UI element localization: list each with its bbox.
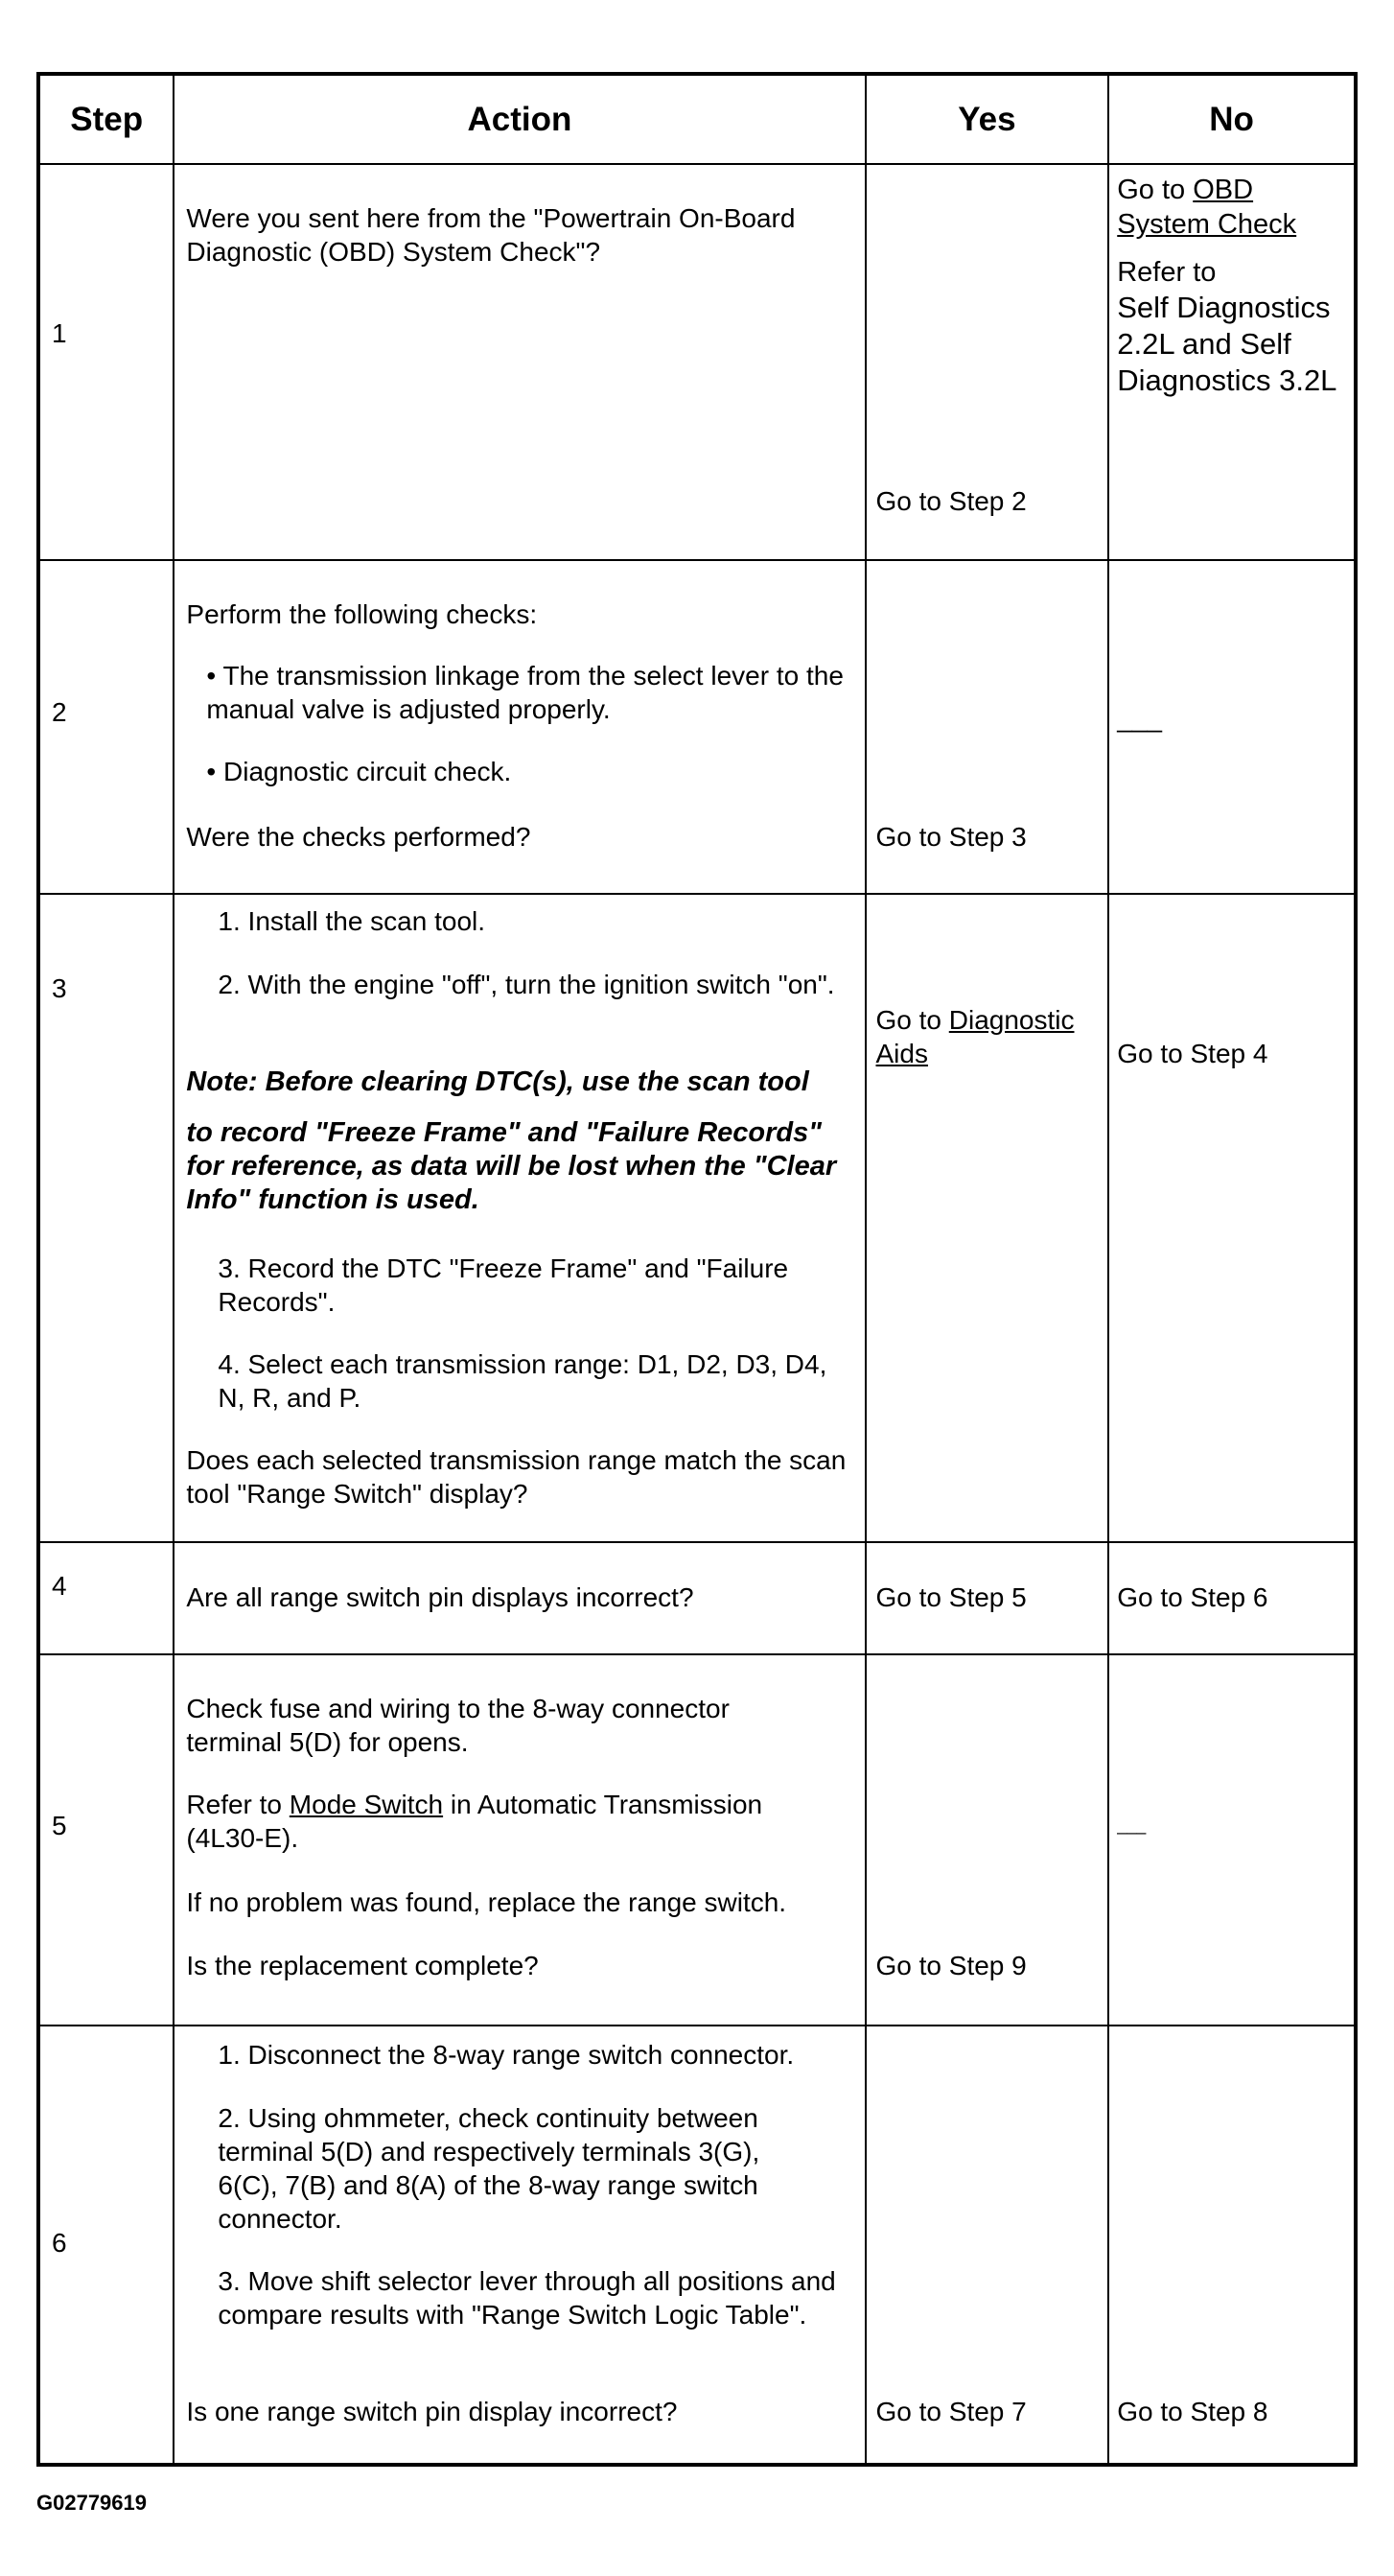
yes-goto-prefix: Go to: [875, 1005, 949, 1035]
step-number: 1: [52, 318, 67, 348]
action-question: Were the checks performed?: [186, 822, 531, 852]
action-item: 2. With the engine "off", turn the ignition switch "on".: [218, 970, 835, 999]
action-text: Were you sent here from the "Powertrain On-Board Diagnostic (OBD) System Check"?: [186, 203, 796, 267]
yes-result: Go to Step 9: [875, 1951, 1027, 1980]
action-item: 1. Disconnect the 8-way range switch connector.: [218, 2040, 795, 2070]
header-action: Action: [174, 74, 865, 164]
action-item: 3. Move shift selector lever through all positions and compare results with "Range Switch Logic Table".: [218, 2266, 836, 2330]
mode-switch-link[interactable]: Mode Switch: [289, 1790, 444, 1819]
table-row: [38, 164, 1356, 560]
yes-result: Go to Step 7: [875, 2397, 1027, 2426]
note-text: to record "Freeze Frame" and "Failure Records" for reference, as data will be lost when the "Clear Info" function is used.: [186, 1117, 837, 1215]
action-question: Is one range switch pin display incorrect?: [186, 2397, 678, 2426]
action-text: Are all range switch pin displays incorrect?: [186, 1582, 694, 1612]
bullet-item: • Diagnostic circuit check.: [206, 757, 512, 786]
no-result: Go to Step 6: [1117, 1582, 1268, 1612]
note-line: Note: Before clearing DTC(s), use the scan tool: [186, 1066, 809, 1097]
no-goto-prefix: Go to: [1117, 175, 1194, 205]
table-row: [38, 1542, 1356, 1654]
yes-result: Go to Step 3: [875, 822, 1027, 852]
header-step: Step: [38, 74, 174, 164]
action-text: If no problem was found, replace the range switch.: [186, 1887, 787, 1917]
action-question: Does each selected transmission range match the scan tool "Range Switch" display?: [186, 1445, 847, 1509]
bullet-item: • The transmission linkage from the select lever to the manual valve is adjusted properly.: [206, 661, 844, 724]
yes-result: Go to Step 2: [875, 486, 1027, 516]
self-diagnostics-text: Self Diagnostics 2.2L and Self Diagnostics 3.2L: [1117, 291, 1337, 397]
action-refer: Refer to Mode Switch in Automatic Transmission (4L30-E).: [186, 1790, 763, 1853]
no-result: ___: [1117, 1815, 1147, 1835]
table-row: [38, 1654, 1356, 2026]
step-number: 4: [52, 1571, 67, 1601]
action-question: Is the replacement complete?: [186, 1951, 539, 1980]
action-intro: Perform the following checks:: [186, 599, 538, 629]
table-row: [38, 2026, 1356, 2465]
action-item: 1. Install the scan tool.: [218, 906, 486, 936]
refer-to-label: Refer to: [1117, 257, 1217, 288]
header-row: [38, 74, 1356, 164]
no-result: Go to Step 8: [1117, 2397, 1268, 2426]
yes-result: Go to Step 5: [875, 1582, 1027, 1612]
action-item: 2. Using ohmmeter, check continuity between terminal 5(D) and respectively terminals 3(G), 6(C), 7(B) and 8(A) of the 8-way range switch connector.: [218, 2103, 760, 2234]
diagnostic-table: [36, 72, 1358, 2467]
action-text: Check fuse and wiring to the 8-way connector terminal 5(D) for opens.: [186, 1694, 730, 1757]
figure-id: G02779619: [36, 2491, 147, 2515]
no-result: Go to Step 4: [1117, 1039, 1268, 1068]
table-row: [38, 560, 1356, 894]
step-number: 5: [52, 1811, 67, 1840]
action-item: 4. Select each transmission range: D1, D2, D3, D4, N, R, and P.: [218, 1349, 827, 1413]
no-result: ___: [1117, 703, 1162, 733]
action-item: 3. Record the DTC "Freeze Frame" and "Failure Records".: [218, 1253, 789, 1317]
header-yes: Yes: [866, 74, 1109, 164]
header-no: No: [1108, 74, 1356, 164]
step-number: 2: [52, 697, 67, 727]
diagnostic-aids-link[interactable]: Diagnostic Aids: [875, 1005, 1075, 1068]
table-row: [38, 894, 1356, 1542]
step-number: 6: [52, 2228, 67, 2258]
obd-system-check-link[interactable]: OBD System Check: [1117, 175, 1297, 240]
step-number: 3: [52, 973, 67, 1003]
